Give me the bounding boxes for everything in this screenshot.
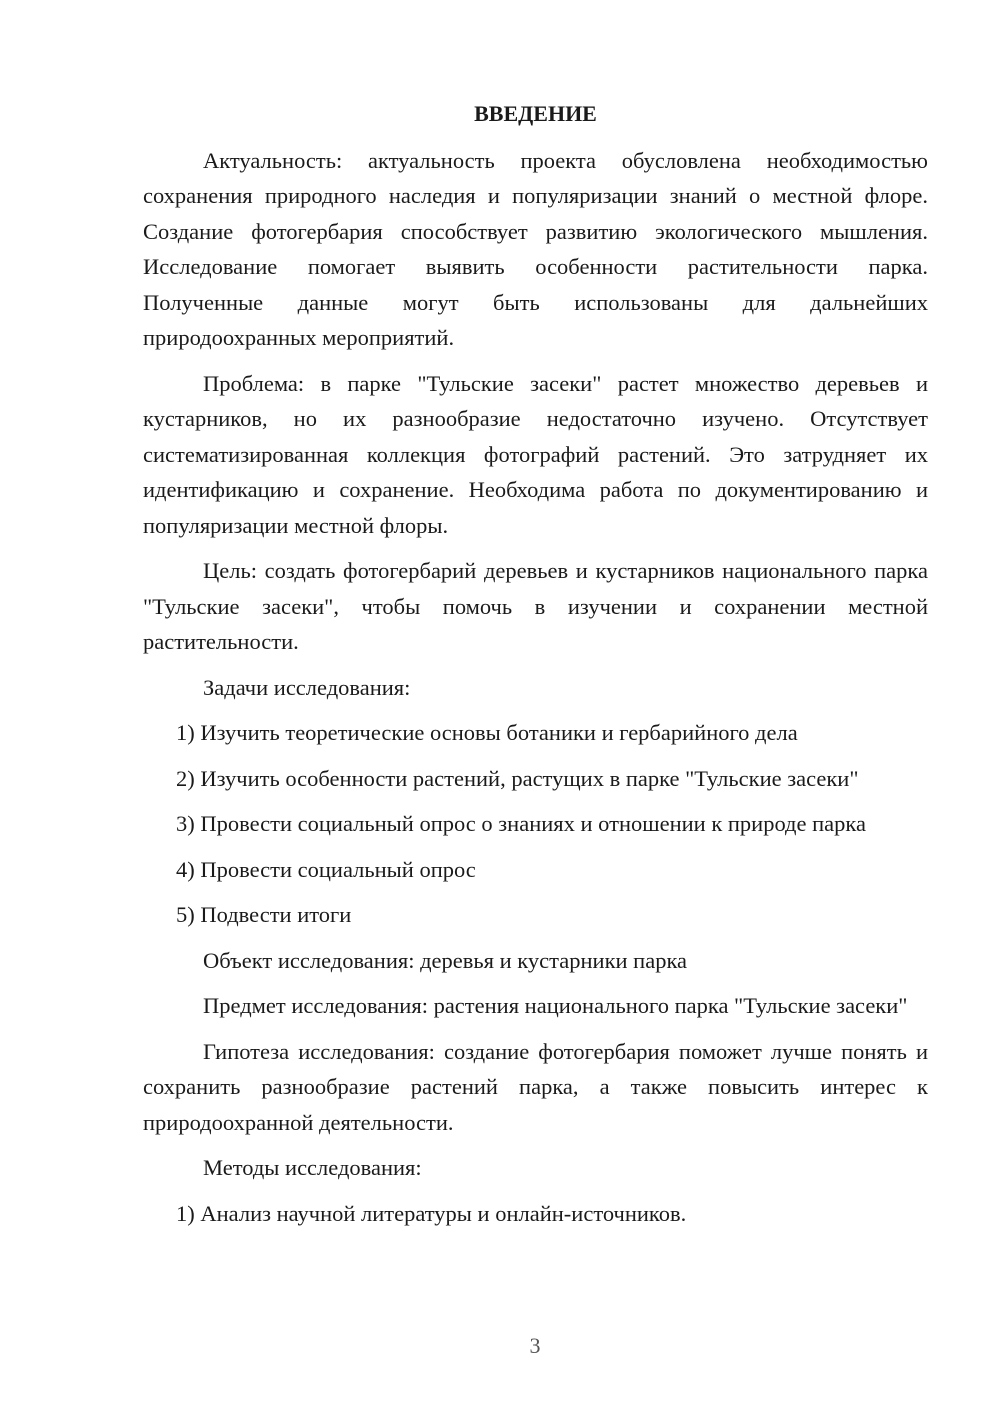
task-item-3: 3) Провести социальный опрос о знаниях и отношении к природе парка xyxy=(176,811,866,836)
section-heading: ВВЕДЕНИЕ xyxy=(474,101,597,126)
task-item-5: 5) Подвести итоги xyxy=(176,902,352,927)
paragraph-object: Объект исследования: деревья и кустарники парка xyxy=(203,947,688,973)
methods-title: Методы исследования: xyxy=(203,1155,422,1180)
method-item-1: 1) Анализ научной литературы и онлайн-источников. xyxy=(176,1200,687,1226)
paragraph-subject: Предмет исследования: растения национального парка "Тульские засеки" xyxy=(203,993,908,1018)
task-item-1: 1) Изучить теоретические основы ботаники и гербарийного дела xyxy=(176,720,798,745)
page-number: 3 xyxy=(529,1333,541,1358)
paragraph-problem: Проблема: в парке "Тульские засеки" растет множество деревьев и кустарников, но их разнообразие недостаточно изучено. Отсутствует систематизированная коллекция фотографий растений. Это затрудняет их идентификацию и сохранение. Необходима работа по документированию и популяризации местной флоры. xyxy=(143,370,928,538)
paragraph-relevance: Актуальность: актуальность проекта обусловлена необходимостью сохранения природного наследия и популяризации знаний о местной флоре. Создание фотогербария способствует развитию экологического мышления. Исследование помогает выявить особенности растительности парка. Полученные данные могут быть использованы для дальнейших природоохранных мероприятий. xyxy=(143,147,928,350)
task-item-2: 2) Изучить особенности растений, растущих в парке "Тульские засеки" xyxy=(176,765,859,791)
task-item-4: 4) Провести социальный опрос xyxy=(176,856,476,882)
document-page xyxy=(143,96,928,1241)
tasks-title: Задачи исследования: xyxy=(203,674,411,700)
paragraph-goal: Цель: создать фотогербарий деревьев и кустарников национального парка "Тульские засеки", чтобы помочь в изучении и сохранении местной растительности. xyxy=(143,558,928,654)
paragraph-hypothesis: Гипотеза исследования: создание фотогербария поможет лучше понять и сохранить разнообразие растений парка, а также повысить интерес к природоохранной деятельности. xyxy=(143,1038,928,1135)
